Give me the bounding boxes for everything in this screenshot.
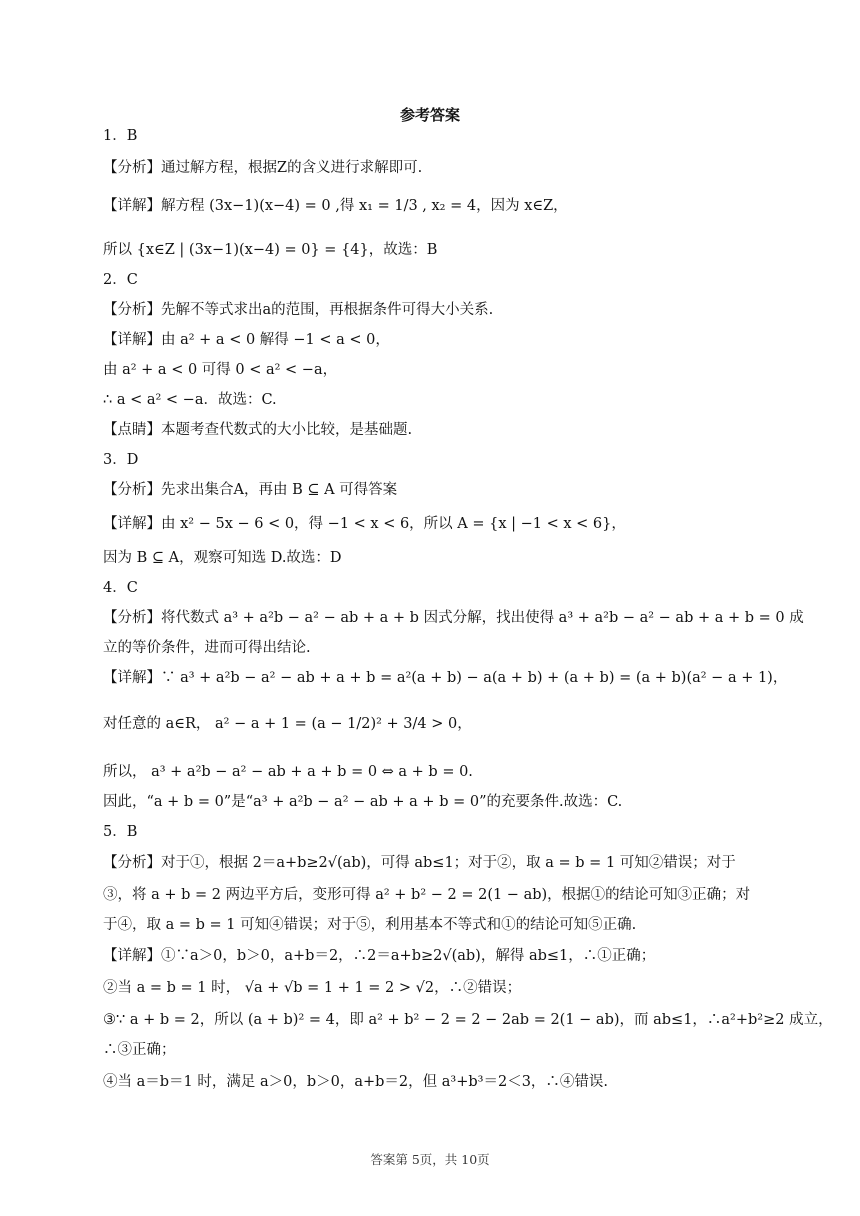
- text-line: 【详解】由 a² + a < 0 解得 −1 < a < 0，: [103, 332, 390, 348]
- text-line: ④当 a＝b＝1 时，满足 a＞0，b＞0，a+b＝2，但 a³+b³＝2＜3，∴④错误.: [103, 1074, 609, 1090]
- text-line: 【详解】解方程 (3x−1)(x−4) = 0 ,得 x₁ = 1/3 , x₂ = 4，因为 x∈Z，: [103, 198, 568, 214]
- text-line: 3．D: [103, 452, 139, 468]
- text-line: ②当 a = b = 1 时， √a + √b = 1 + 1 = 2 > √2，∴②错误；: [103, 980, 522, 996]
- text-line: 所以， a³ + a²b − a² − ab + a + b = 0 ⇔ a + b = 0.: [103, 764, 473, 780]
- text-line: 【分析】将代数式 a³ + a²b − a² − ab + a + b 因式分解，找出使得 a³ + a²b − a² − ab + a + b = 0 成: [103, 610, 804, 626]
- text-line: ③∵ a + b = 2，所以 (a + b)² = 4，即 a² + b² − 2 = 2 − 2ab = 2(1 − ab)，而 ab≤1，∴a²+b²≥2 成立，: [103, 1012, 833, 1028]
- text-line: 立的等价条件，进而可得出结论.: [103, 640, 311, 656]
- text-line: 【详解】①∵a＞0，b＞0，a+b＝2，∴2＝a+b≥2√(ab)，解得 ab≤1，∴①正确；: [103, 948, 656, 964]
- text-line: ③，将 a + b = 2 两边平方后，变形可得 a² + b² − 2 = 2(1 − ab)，根据①的结论可知③正确；对: [103, 887, 751, 903]
- text-line: 于④，取 a = b = 1 可知④错误；对于⑤，利用基本不等式和①的结论可知⑤正确.: [103, 917, 637, 933]
- text-line: 5．B: [103, 824, 138, 840]
- text-line: 4．C: [103, 580, 138, 596]
- text-line: 由 a² + a < 0 可得 0 < a² < −a，: [103, 362, 338, 378]
- text-line: 因此，“a + b = 0”是“a³ + a²b − a² − ab + a + b = 0”的充要条件.故选：C.: [103, 794, 623, 810]
- text-line: 2．C: [103, 272, 138, 288]
- text-line: 对任意的 a∈R， a² − a + 1 = (a − 1/2)² + 3/4 > 0，: [103, 716, 472, 732]
- page-footer: 答案第 5页，共 10页: [370, 1152, 490, 1167]
- text-line: 【分析】先解不等式求出a的范围，再根据条件可得大小关系.: [103, 302, 494, 318]
- text-line: ∴③正确；: [103, 1042, 176, 1058]
- text-line: 1．B: [103, 128, 138, 144]
- text-line: 因为 B ⊆ A，观察可知选 D.故选：D: [103, 550, 342, 566]
- text-line: 【点睛】本题考查代数式的大小比较，是基础题.: [103, 422, 413, 438]
- text-line: 【分析】对于①，根据 2＝a+b≥2√(ab)，可得 ab≤1；对于②，取 a = b = 1 可知②错误；对于: [103, 855, 736, 871]
- text-line: 【分析】先求出集合A，再由 B ⊆ A 可得答案: [103, 482, 398, 498]
- text-line: ∴ a < a² < −a．故选：C.: [103, 392, 277, 408]
- text-line: 【详解】∵ a³ + a²b − a² − ab + a + b = a²(a + b) − a(a + b) + (a + b) = (a + b)(a² − a + 1)，: [103, 670, 788, 686]
- text-line: 【分析】通过解方程，根据Z的含义进行求解即可.: [103, 160, 423, 176]
- text-line: 所以 {x∈Z | (3x−1)(x−4) = 0} = {4}，故选：B: [103, 242, 438, 258]
- text-line: 【详解】由 x² − 5x − 6 < 0，得 −1 < x < 6，所以 A = {x | −1 < x < 6}，: [103, 516, 626, 532]
- page-title: 参考答案: [399, 106, 460, 124]
